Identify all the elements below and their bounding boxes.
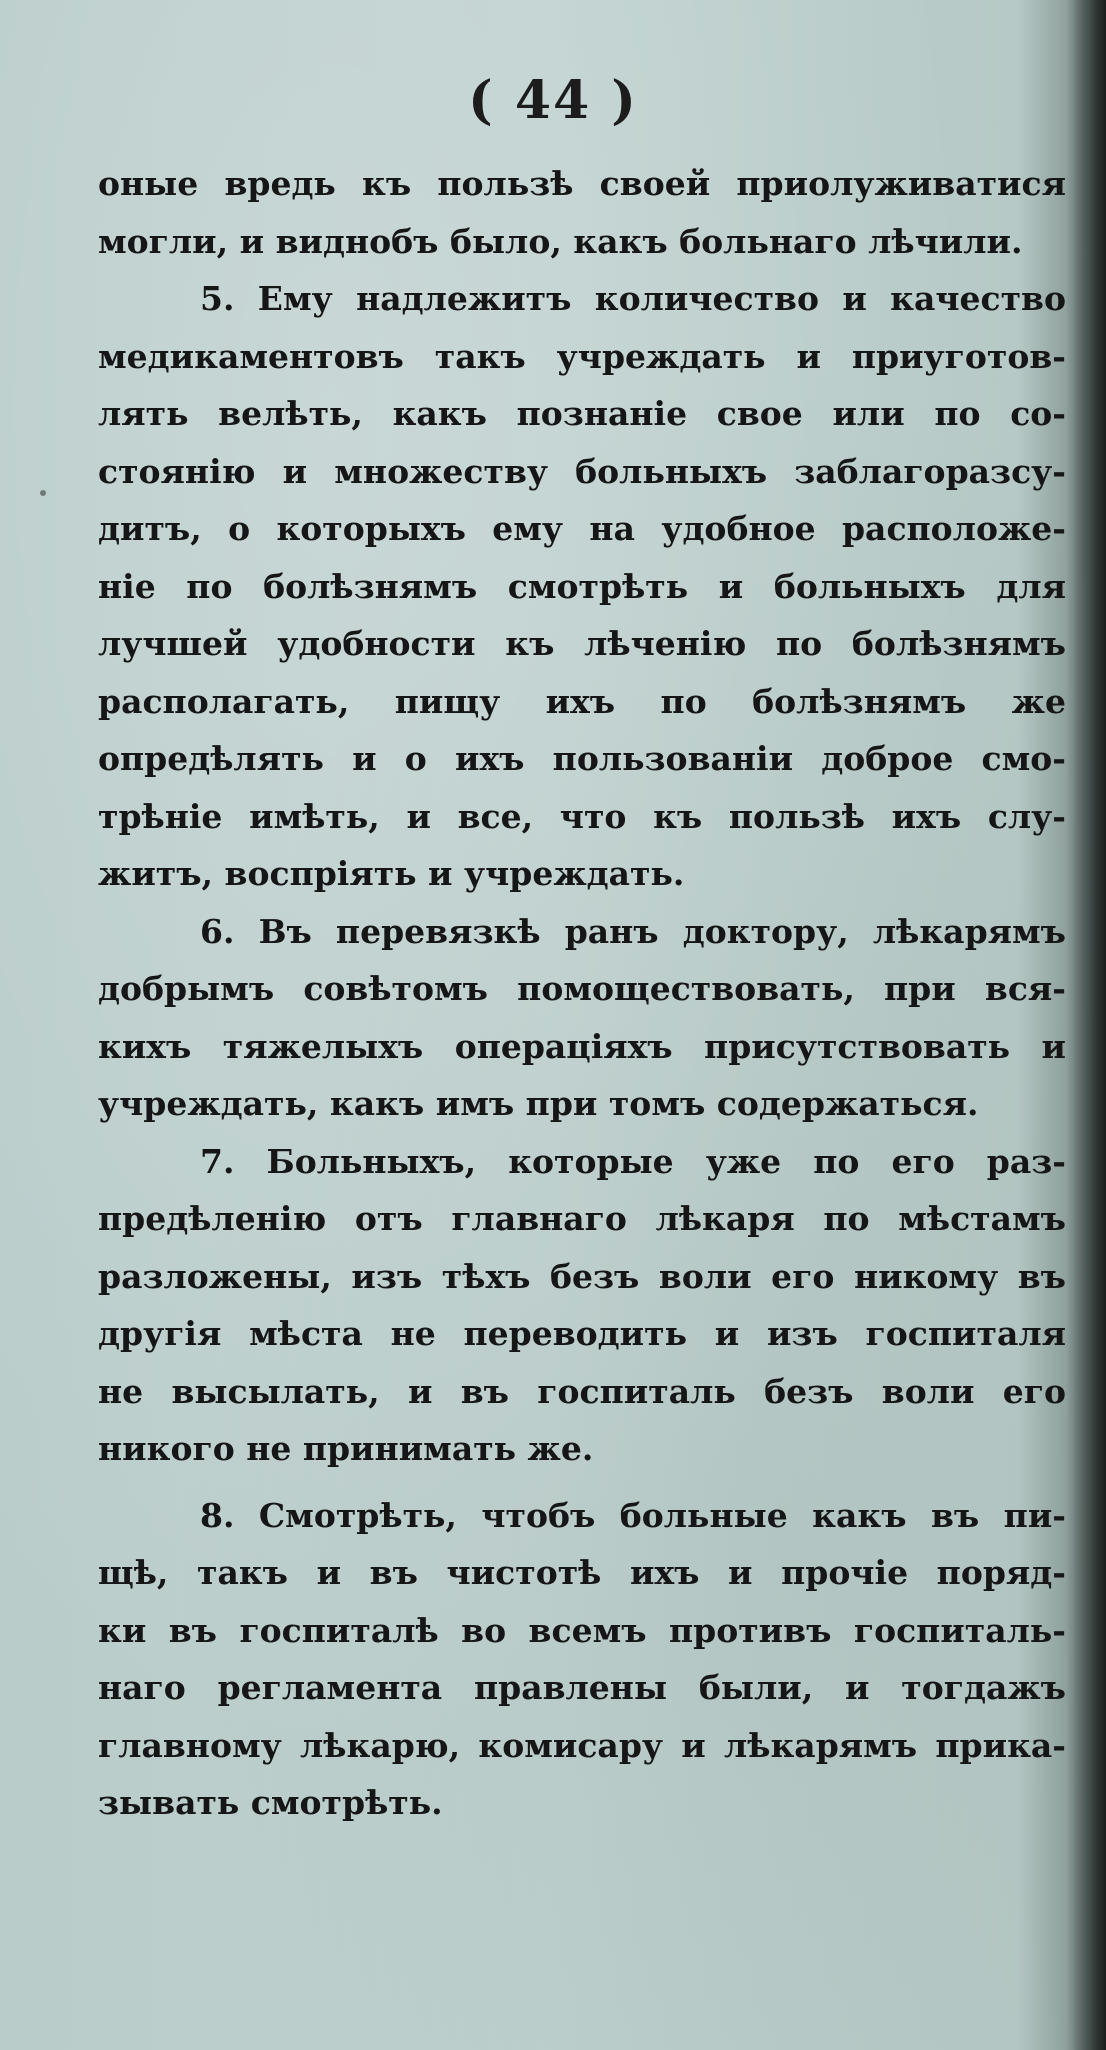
paragraph-item-5 [98, 270, 1066, 903]
text-line: предѣленію отъ главнаго лѣкаря по мѣстамъ [98, 1199, 1066, 1238]
text-line: не высылать, и въ госпиталь безъ воли его [98, 1371, 1066, 1411]
paragraph-gap [98, 1478, 1066, 1487]
paragraph-item-6 [98, 903, 1066, 1133]
text-line: могли, и виднобъ было, какъ больнаго лѣчили. [98, 221, 1023, 261]
text-line: наго регламента правлены были, и тогдажъ [98, 1668, 1066, 1707]
text-line: учреждать, какъ имъ при томъ содержаться. [98, 1084, 979, 1123]
text-line: другія мѣста не переводить и изъ госпиталя [98, 1314, 1066, 1353]
text-line: главному лѣкарю, комисару и лѣкарямъ прика- [98, 1725, 1066, 1765]
page-text [98, 155, 1066, 1832]
text-line: никого не принимать же. [98, 1429, 594, 1468]
text-line: оные вредь къ пользѣ своей приолуживатися [98, 164, 1066, 203]
binding-shadow [1066, 0, 1106, 2050]
page-number: ( 44 ) [468, 70, 638, 131]
text-line: дитъ, о которыхъ ему на удобное расположе- [98, 509, 1066, 548]
text-line: 5. Ему надлежитъ количество и качество [200, 279, 1066, 318]
text-line: кихъ тяжелыхъ операціяхъ присутствовать и [98, 1026, 1066, 1066]
text-line: зывать смотрѣть. [98, 1783, 443, 1822]
text-line: разложены, изъ тѣхъ безъ воли его никому въ [98, 1256, 1066, 1296]
text-line: 8. Смотрѣть, чтобъ больные какъ въ пи- [200, 1495, 1066, 1535]
text-line: 6. Въ перевязкѣ ранъ доктору, лѣкарямъ [200, 911, 1066, 951]
text-line: стоянію и множеству больныхъ заблагоразсу- [98, 451, 1066, 491]
paragraph-item-8 [98, 1487, 1066, 1832]
text-line: 7. Больныхъ, которые уже по его раз- [200, 1141, 1066, 1181]
paragraph [98, 155, 1066, 270]
text-line: медикаментовъ такъ учреждать и приуготов- [98, 336, 1066, 376]
paragraph-item-7 [98, 1133, 1066, 1478]
text-line: опредѣлять и о ихъ пользованіи доброе смо- [98, 739, 1066, 778]
text-line: лять велѣть, какъ познаніе свое или по со- [98, 394, 1066, 433]
text-line: трѣніе имѣть, и все, что къ пользѣ ихъ слу- [98, 796, 1066, 836]
text-line: лучшей удобности къ лѣченію по болѣзнямъ [98, 624, 1066, 663]
text-line: добрымъ совѣтомъ помоществовать, при вся- [98, 969, 1066, 1008]
text-line: щѣ, такъ и въ чистотѣ ихъ и прочіе поряд- [98, 1553, 1066, 1592]
text-line: ки въ госпиталѣ во всемъ противъ госпиталь- [98, 1610, 1066, 1650]
paper-speck [40, 490, 46, 496]
text-line: располагать, пищу ихъ по болѣзнямъ же [98, 681, 1066, 721]
text-line: житъ, воспріять и учреждать. [98, 854, 685, 893]
text-line: ніе по болѣзнямъ смотрѣть и больныхъ для [98, 566, 1066, 606]
